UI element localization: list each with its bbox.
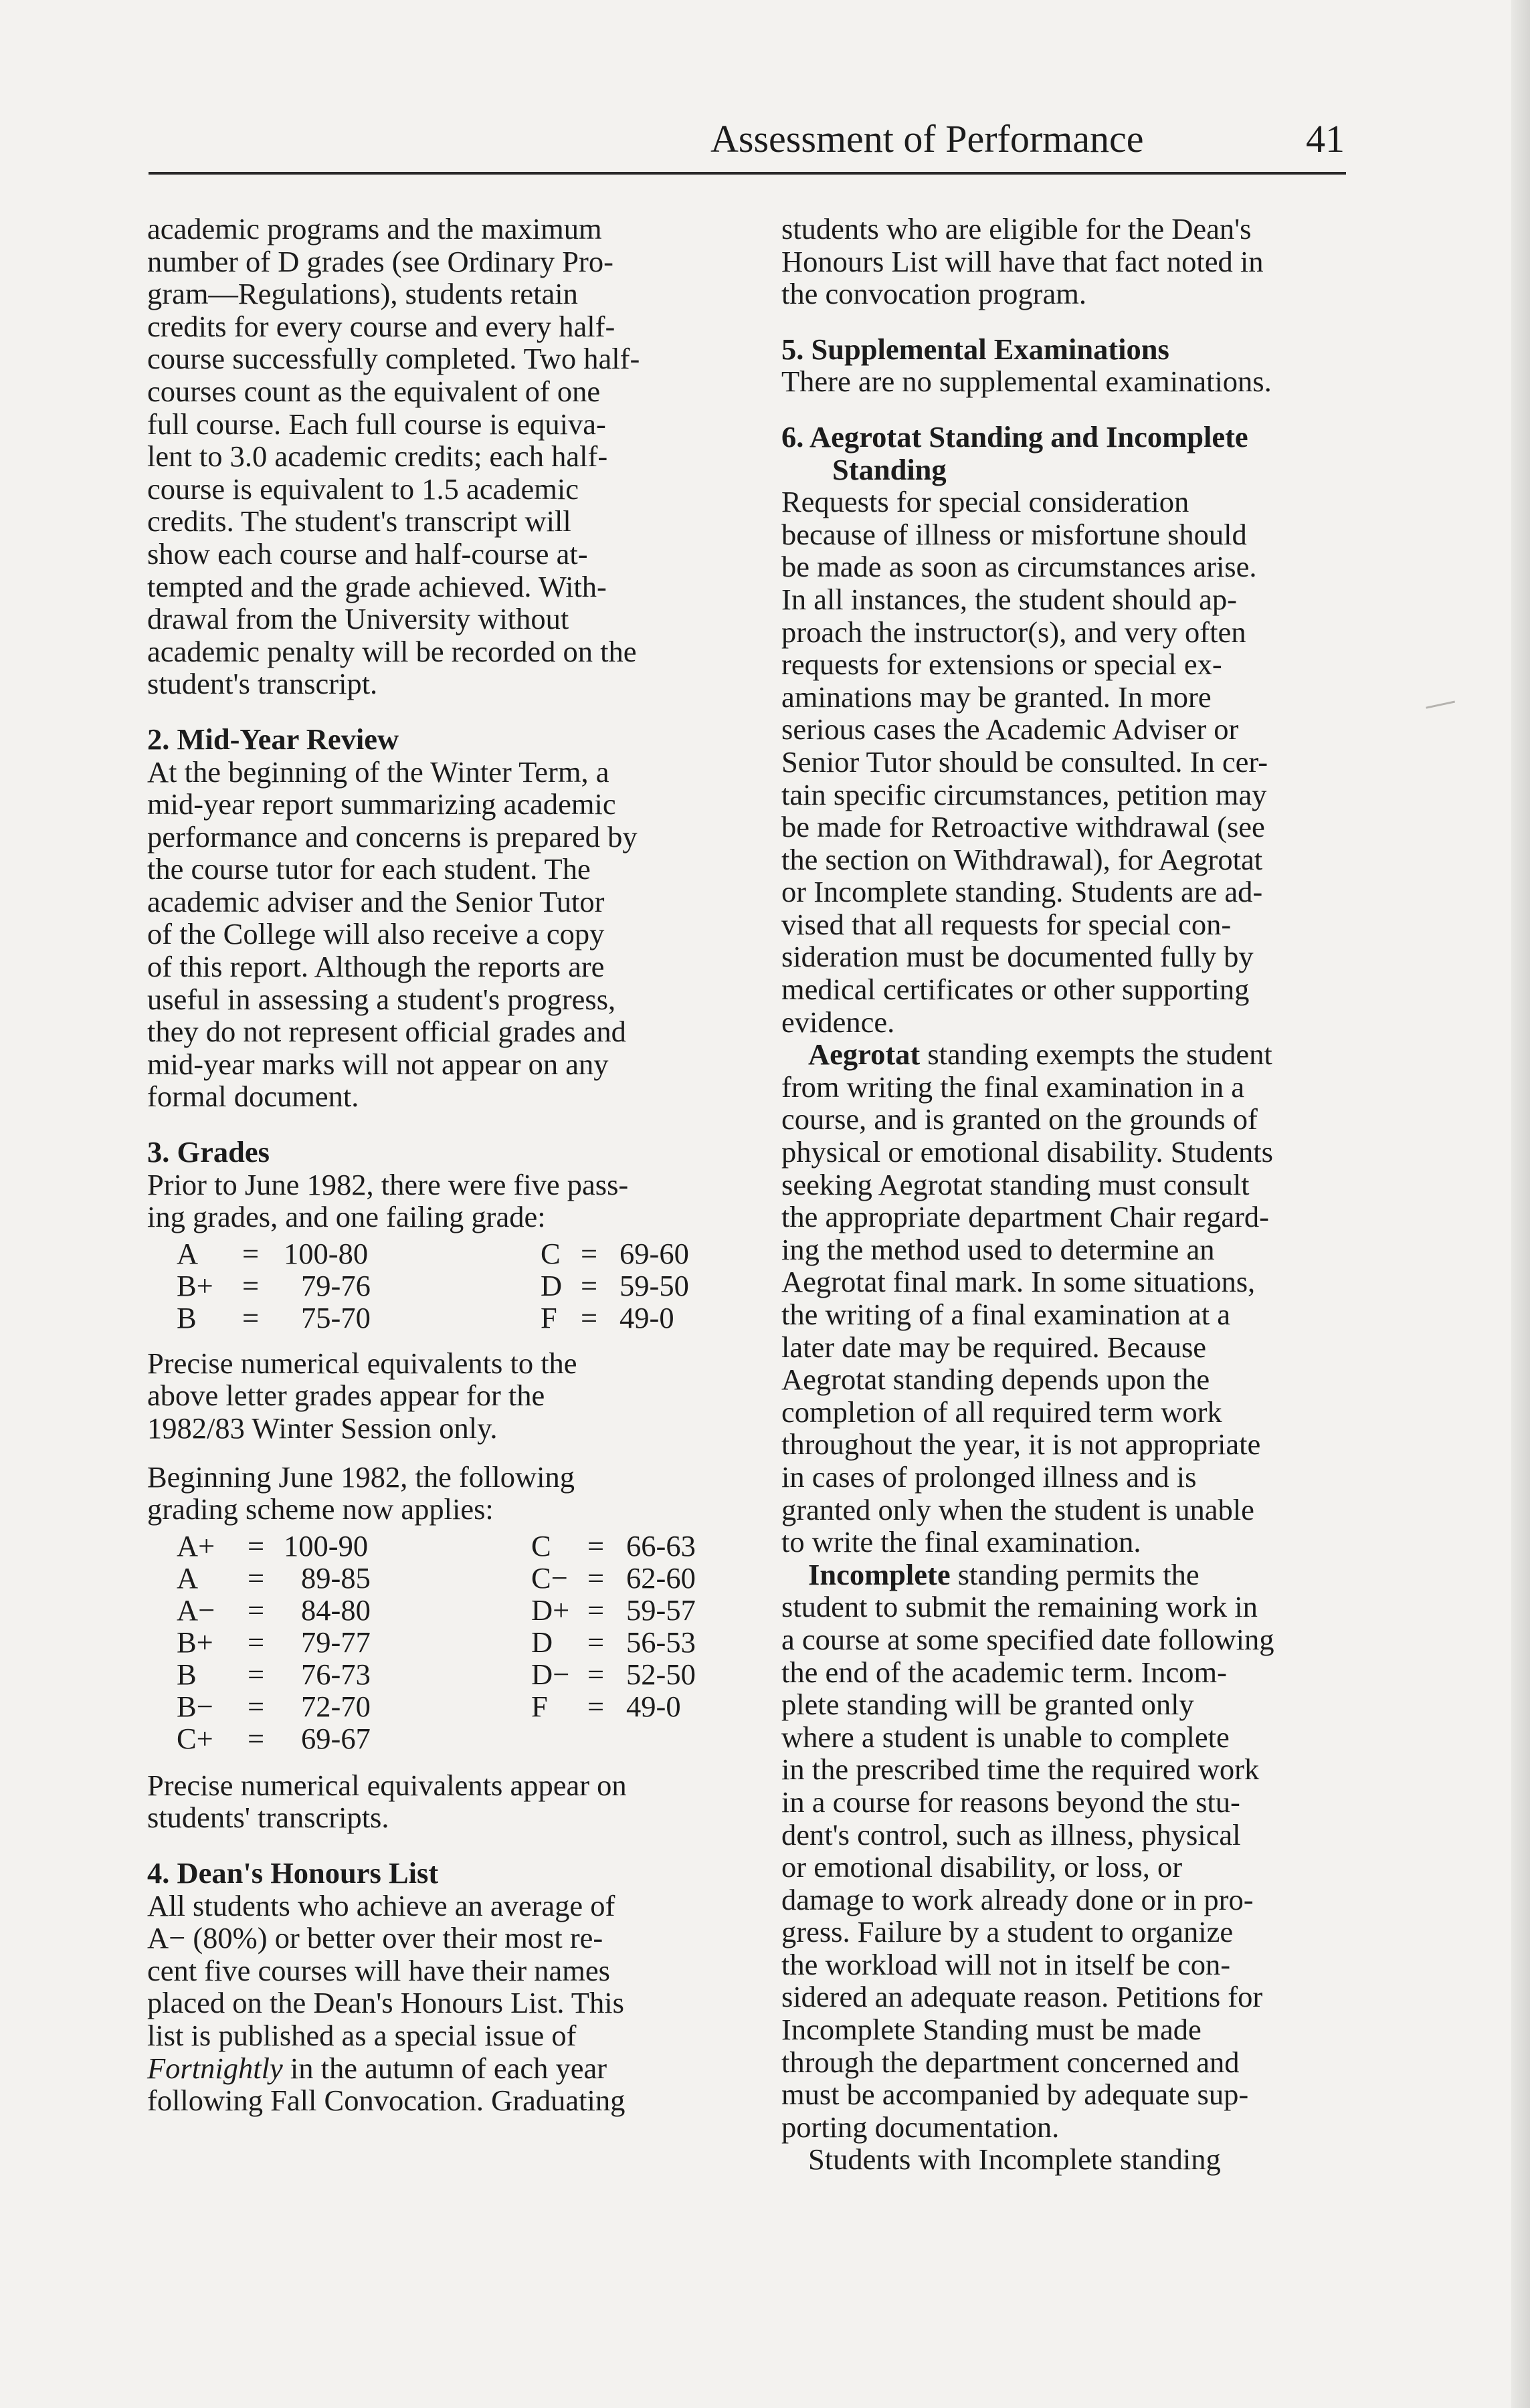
term-incomplete: Incomplete	[808, 1557, 951, 1591]
special-consideration-paragraph	[781, 486, 1357, 1038]
grade-range: 66-63	[626, 1528, 696, 1563]
equals-sign: =	[587, 1657, 605, 1691]
text-line: throughout the year, it is not appropriate	[781, 1427, 1261, 1462]
text-line: vised that all requests for special con-	[781, 907, 1232, 941]
text-line: in a course for reasons beyond the stu-	[781, 1785, 1240, 1819]
incomplete-paragraph	[781, 1559, 1357, 2144]
text-line: mid-year marks will not appear on any	[147, 1047, 609, 1081]
text-line: ing the method used to determine an	[781, 1232, 1215, 1266]
text-line: Precise numerical equivalents to the	[147, 1346, 577, 1380]
grade-range: 59-57	[626, 1593, 696, 1627]
grade-letter: A+	[177, 1528, 215, 1563]
grade-range: 69-67	[301, 1721, 371, 1755]
text-line: medical certificates or other supporting	[781, 973, 1250, 1007]
equals-sign: =	[242, 1236, 260, 1270]
text-line: Beginning June 1982, the following	[147, 1460, 575, 1494]
text-line: At the beginning of the Winter Term, a	[147, 755, 609, 789]
equals-sign: =	[587, 1528, 605, 1563]
intro-paragraph	[147, 213, 736, 700]
grade-letter: A	[177, 1236, 199, 1270]
text-line: or emotional disability, or loss, or	[781, 1850, 1183, 1884]
text-line: Incomplete Standing must be made	[781, 2013, 1202, 2047]
text-line: physical or emotional disability. Students	[781, 1135, 1273, 1169]
grade-letter: D	[541, 1268, 563, 1302]
text-line: All students who achieve an average of	[147, 1888, 615, 1922]
text-line: or Incomplete standing. Students are ad-	[781, 875, 1263, 909]
right-column	[781, 213, 1357, 2176]
text-line: Requests for special consideration	[781, 485, 1189, 519]
text-line: completion of all required term work	[781, 1395, 1222, 1429]
text-line: through the department concerned and	[781, 2045, 1240, 2079]
text-line	[781, 1038, 1357, 1071]
text-line: students' transcripts.	[147, 1801, 389, 1835]
text-line: in cases of prolonged illness and is	[781, 1460, 1197, 1494]
grade-letter: D−	[531, 1657, 570, 1691]
text-line: later date may be required. Because	[781, 1330, 1207, 1364]
section-heading-deans-honours-list: 4. Dean's Honours List	[147, 1855, 439, 1890]
text-line: Aegrotat standing depends upon the	[781, 1363, 1210, 1397]
grade-letter: C+	[177, 1721, 213, 1755]
text-line: the appropriate department Chair regard-	[781, 1200, 1269, 1234]
equals-sign: =	[581, 1236, 598, 1270]
grade-letter: B+	[177, 1268, 213, 1302]
grade-range: 72-70	[301, 1689, 371, 1723]
grade-letter: A	[177, 1561, 199, 1595]
grade-letter: D+	[531, 1593, 570, 1627]
text-line: list is published as a special issue of	[147, 2018, 577, 2052]
text-line: courses count as the equivalent of one	[147, 374, 601, 408]
text-line: Prior to June 1982, there were five pass-	[147, 1167, 629, 1201]
text-line: gram—Regulations), students retain	[147, 277, 578, 311]
equals-sign: =	[581, 1268, 598, 1302]
text-line: evidence.	[781, 1005, 895, 1039]
text-line: of the College will also receive a copy	[147, 917, 605, 951]
left-column	[147, 213, 736, 2117]
text-line: Honours List will have that fact noted in	[781, 244, 1264, 278]
text-line: mid-year report summarizing academic	[147, 787, 616, 821]
text-line: must be accompanied by adequate sup-	[781, 2078, 1249, 2112]
equals-sign: =	[581, 1300, 598, 1334]
text-line: following Fall Convocation. Graduating	[147, 2084, 626, 2118]
text-line: In all instances, the student should ap-	[781, 582, 1237, 616]
text-line: seeking Aegrotat standing must consult	[781, 1167, 1250, 1201]
equals-sign: =	[242, 1300, 260, 1334]
equals-sign: =	[248, 1657, 265, 1691]
grade-range: 79-77	[301, 1625, 371, 1659]
text-line: Senior Tutor should be consulted. In cer-	[781, 744, 1268, 779]
text-line	[147, 2052, 736, 2085]
text-line: Students with Incomplete standing	[808, 2142, 1221, 2177]
grade-range: 49-0	[619, 1300, 674, 1334]
section-heading-supplemental-examinations: 5. Supplemental Examinations	[781, 332, 1169, 366]
page-edge-shadow	[1511, 0, 1530, 2408]
text-line: useful in assessing a student's progress,	[147, 982, 616, 1016]
grade-letter: B−	[177, 1689, 213, 1723]
text-line: porting documentation.	[781, 2110, 1060, 2144]
grade-letter: C−	[531, 1561, 568, 1595]
text-fragment: in the autumn of each year	[282, 2051, 607, 2085]
text-line: above letter grades appear for the	[147, 1379, 545, 1413]
text-line: sidered an adequate reason. Petitions for	[781, 1980, 1263, 2014]
text-line: Precise numerical equivalents appear on	[147, 1768, 627, 1802]
text-line: student to submit the remaining work in	[781, 1590, 1258, 1624]
text-line: lent to 3.0 academic credits; each half-	[147, 439, 608, 474]
text-line: the writing of a final examination at a	[781, 1298, 1230, 1331]
text-line: be made for Retroactive withdrawal (see	[781, 810, 1265, 844]
equals-sign: =	[587, 1625, 605, 1659]
text-line: course is equivalent to 1.5 academic	[147, 472, 579, 506]
publication-title: Fortnightly	[147, 2051, 283, 2085]
text-line: A− (80%) or better over their most re-	[147, 1921, 603, 1955]
equals-sign: =	[248, 1593, 265, 1627]
equals-sign: =	[242, 1268, 260, 1302]
text-line: sideration must be documented fully by	[781, 940, 1254, 974]
grade-letter: B	[177, 1300, 197, 1334]
text-line: 1982/83 Winter Session only.	[147, 1411, 498, 1445]
term-aegrotat: Aegrotat	[808, 1037, 921, 1072]
text-line: show each course and half-course at-	[147, 536, 588, 571]
equals-sign: =	[587, 1689, 605, 1723]
text-line: to write the final examination.	[781, 1525, 1141, 1559]
text-line: gress. Failure by a student to organize	[781, 1915, 1234, 1949]
text-line: academic programs and the maximum	[147, 212, 602, 245]
section-heading-grades: 3. Grades	[147, 1135, 270, 1169]
section-heading-aegrotat-incomplete: 6. Aegrotat Standing and Incomplete	[781, 419, 1248, 454]
mid-year-review-paragraph	[147, 756, 736, 1114]
text-line: full course. Each full course is equiva-	[147, 407, 606, 441]
text-line: credits. The student's transcript will	[147, 504, 571, 538]
text-line: because of illness or misfortune should	[781, 517, 1247, 551]
text-line: the workload will not in itself be con-	[781, 1947, 1231, 1981]
margin-pencil-mark	[1426, 701, 1456, 714]
grade-range: 79-76	[301, 1268, 371, 1302]
text-line: from writing the final examination in a	[781, 1070, 1245, 1104]
text-line: be made as soon as circumstances arise.	[781, 550, 1257, 584]
deans-honours-paragraph	[147, 1890, 736, 2117]
text-line: in the prescribed time the required work	[781, 1752, 1260, 1787]
text-line: the section on Withdrawal), for Aegrotat	[781, 842, 1263, 876]
text-line	[781, 1559, 1357, 1591]
text-line: the course tutor for each student. The	[147, 852, 591, 886]
grade-range: 76-73	[301, 1657, 371, 1691]
grade-range: 52-50	[626, 1657, 696, 1691]
text-line: plete standing will be granted only	[781, 1688, 1194, 1722]
grade-range: 49-0	[626, 1689, 681, 1723]
text-line: dent's control, such as illness, physical	[781, 1817, 1241, 1851]
text-line: student's transcript.	[147, 667, 378, 701]
text-line: tain specific circumstances, petition may	[781, 777, 1267, 811]
text-line: performance and concerns is prepared by	[147, 819, 638, 854]
text-line: course, and is granted on the grounds of	[781, 1102, 1258, 1136]
text-line: credits for every course and every half-	[147, 309, 615, 343]
grade-letter: C	[531, 1528, 551, 1563]
text-line: There are no supplemental examinations.	[781, 365, 1272, 399]
aegrotat-paragraph	[781, 1038, 1357, 1559]
text-line: a course at some specified date following	[781, 1622, 1274, 1656]
text-line: cent five courses will have their names	[147, 1953, 610, 1987]
text-line: grading scheme now applies:	[147, 1492, 494, 1526]
text-fragment: standing exempts the student	[920, 1037, 1272, 1072]
text-line: students who are eligible for the Dean's	[781, 212, 1252, 245]
equals-sign: =	[587, 1561, 605, 1595]
text-line: they do not represent official grades and	[147, 1015, 626, 1049]
text-line: the end of the academic term. Incom-	[781, 1655, 1227, 1689]
text-line: requests for extensions or special ex-	[781, 647, 1222, 682]
grade-range: 59-50	[619, 1268, 689, 1302]
grade-letter: D	[531, 1625, 553, 1659]
equals-sign: =	[248, 1721, 265, 1755]
header-rule	[149, 172, 1346, 175]
running-head-title: Assessment of Performance	[710, 117, 1144, 161]
grade-range: 100-80	[284, 1236, 369, 1270]
grade-letter: B+	[177, 1625, 213, 1659]
old-grade-table	[177, 1237, 736, 1335]
grade-range: 75-70	[301, 1300, 371, 1334]
grade-range: 62-60	[626, 1561, 696, 1595]
grade-letter: A−	[177, 1593, 215, 1627]
text-line: where a student is unable to complete	[781, 1720, 1230, 1754]
text-line: drawal from the University without	[147, 602, 569, 636]
grade-range: 69-60	[619, 1236, 689, 1270]
equals-sign: =	[248, 1561, 265, 1595]
grade-letter: C	[541, 1236, 561, 1270]
text-line: ing grades, and one failing grade:	[147, 1200, 546, 1234]
text-fragment: standing permits the	[950, 1557, 1200, 1591]
section-heading-aegrotat-incomplete-cont: Standing	[832, 452, 947, 486]
section-heading-mid-year-review: 2. Mid-Year Review	[147, 722, 399, 756]
grade-letter: F	[531, 1689, 548, 1723]
text-line: course successfully completed. Two half-	[147, 342, 640, 376]
text-line: the convocation program.	[781, 277, 1086, 311]
grade-letter: B	[177, 1657, 197, 1691]
text-line: granted only when the student is unable	[781, 1492, 1254, 1526]
new-grade-table	[177, 1530, 736, 1757]
grade-range: 84-80	[301, 1593, 371, 1627]
equals-sign: =	[248, 1689, 265, 1723]
grade-range: 56-53	[626, 1625, 696, 1659]
grade-range: 89-85	[301, 1561, 371, 1595]
text-line: number of D grades (see Ordinary Pro-	[147, 244, 613, 278]
text-line: academic adviser and the Senior Tutor	[147, 884, 605, 918]
equals-sign: =	[248, 1625, 265, 1659]
text-line: academic penalty will be recorded on the	[147, 634, 637, 668]
text-line: of this report. Although the reports are	[147, 950, 605, 984]
equals-sign: =	[587, 1593, 605, 1627]
page-number: 41	[1306, 117, 1345, 161]
equals-sign: =	[248, 1528, 265, 1563]
text-line: tempted and the grade achieved. With-	[147, 569, 607, 603]
text-line: proach the instructor(s), and very often	[781, 615, 1246, 649]
text-line: aminations may be granted. In more	[781, 680, 1212, 714]
text-line: serious cases the Academic Adviser or	[781, 712, 1239, 746]
grade-range: 100-90	[284, 1528, 369, 1563]
text-line: placed on the Dean's Honours List. This	[147, 1986, 624, 2020]
text-line: Aegrotat final mark. In some situations,	[781, 1265, 1256, 1299]
grade-letter: F	[541, 1300, 557, 1334]
text-line: damage to work already done or in pro-	[781, 1882, 1254, 1916]
text-line: formal document.	[147, 1080, 359, 1114]
